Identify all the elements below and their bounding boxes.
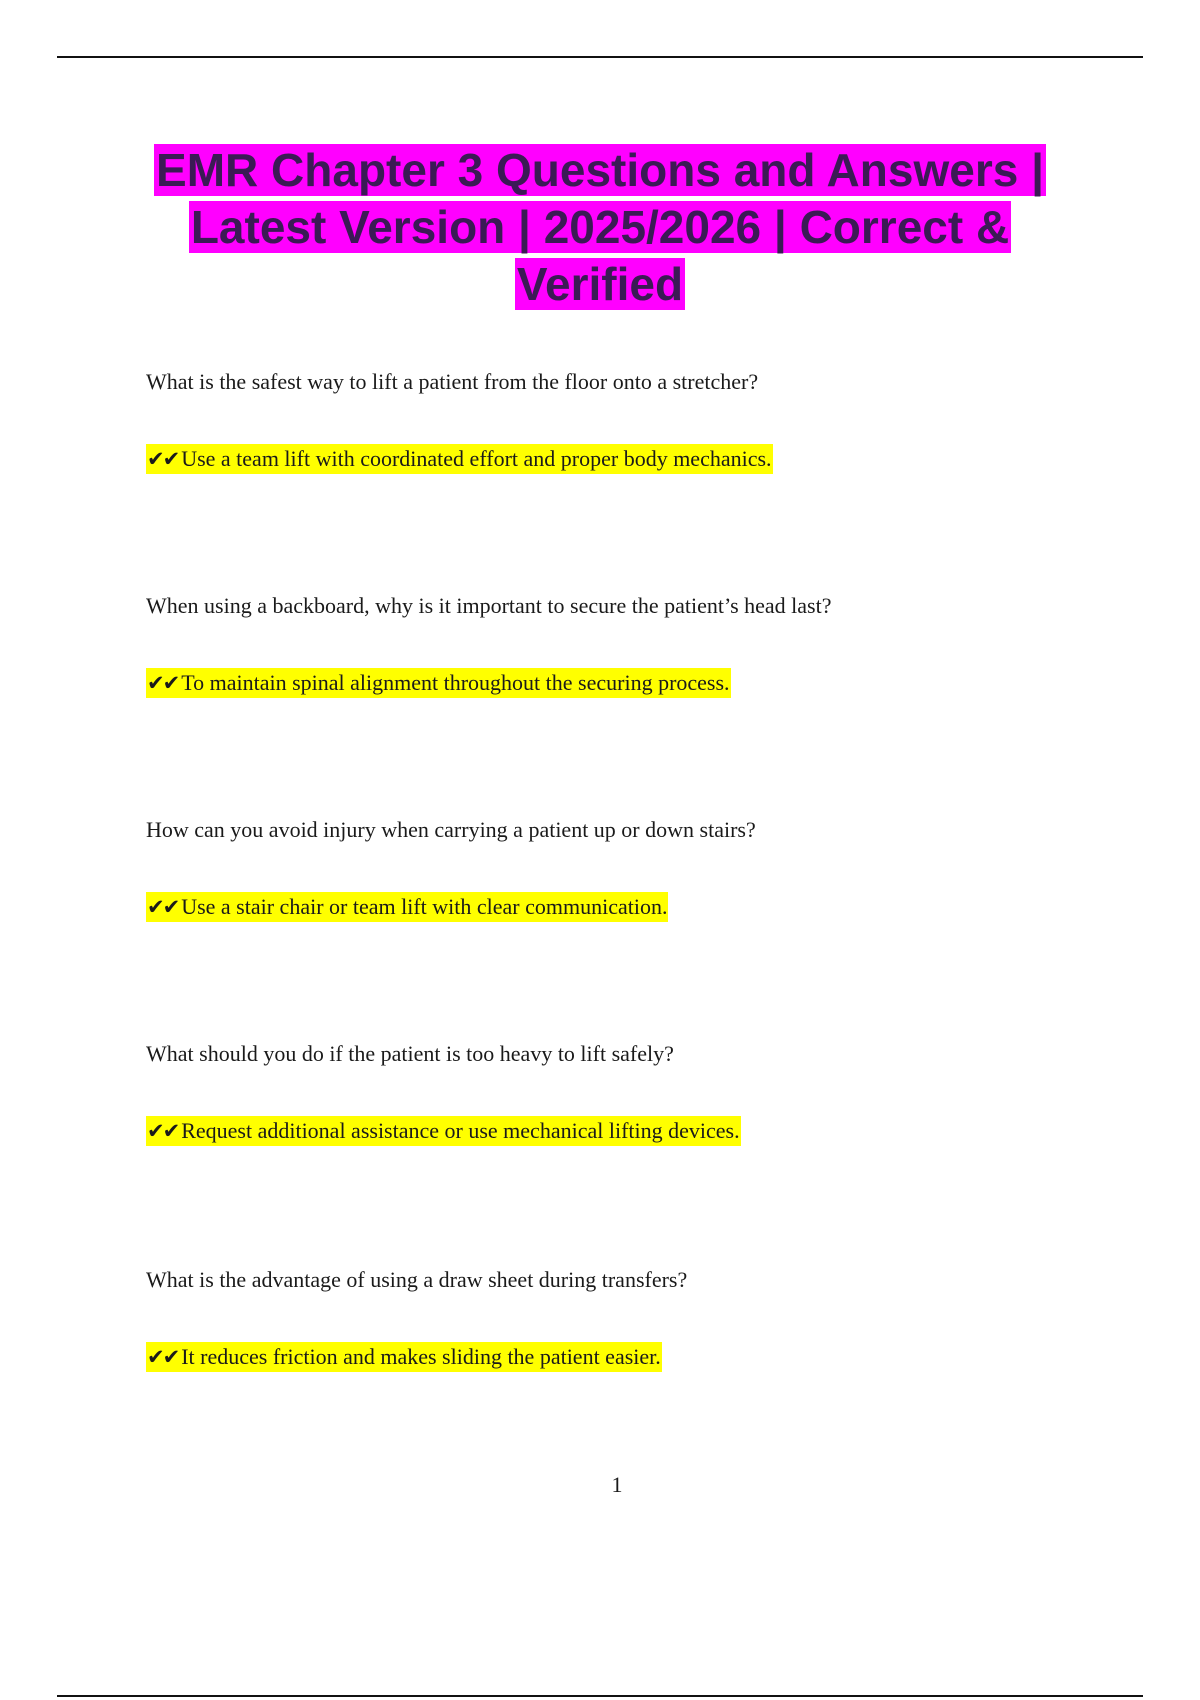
answer-highlight	[146, 668, 731, 698]
qa-item	[146, 1266, 1106, 1371]
answer	[146, 445, 1106, 473]
page-number: 1	[611, 1472, 623, 1497]
double-check-icon: ✔✔	[147, 671, 179, 695]
bottom-rule	[57, 1695, 1143, 1697]
answer	[146, 669, 1106, 697]
answer-text: It reduces friction and makes sliding the patient easier.	[181, 1344, 661, 1369]
question-text: How can you avoid injury when carrying a patient up or down stairs?	[146, 817, 756, 842]
double-check-icon: ✔✔	[147, 1345, 179, 1369]
question-text: What is the advantage of using a draw sheet during transfers?	[146, 1267, 688, 1292]
answer-text: To maintain spinal alignment throughout the securing process.	[181, 670, 730, 695]
answer-highlight	[146, 892, 668, 922]
top-rule	[57, 56, 1143, 58]
qa-item	[146, 1040, 1106, 1145]
answer-highlight	[146, 1116, 741, 1146]
answer	[146, 1343, 1106, 1371]
question-text: What is the safest way to lift a patient from the floor onto a stretcher?	[146, 369, 759, 394]
double-check-icon: ✔✔	[147, 1119, 179, 1143]
question-text: What should you do if the patient is too heavy to lift safely?	[146, 1041, 674, 1066]
answer-text: Use a stair chair or team lift with clear communication.	[181, 894, 668, 919]
answer-text: Use a team lift with coordinated effort and proper body mechanics.	[181, 446, 772, 471]
answer	[146, 893, 1106, 921]
answer-text: Request additional assistance or use mechanical lifting devices.	[181, 1118, 740, 1143]
answer	[146, 1117, 1106, 1145]
double-check-icon: ✔✔	[147, 447, 179, 471]
question-text: When using a backboard, why is it important to secure the patient’s head last?	[146, 593, 832, 618]
qa-item	[146, 592, 1106, 697]
document-title-text: EMR Chapter 3 Questions and Answers | Latest Version | 2025/2026 | Correct & Verified	[156, 144, 1044, 310]
document-title	[100, 142, 1100, 313]
answer-highlight	[146, 1342, 662, 1372]
double-check-icon: ✔✔	[147, 895, 179, 919]
qa-item	[146, 368, 1106, 473]
answer-highlight	[146, 444, 773, 474]
qa-item	[146, 816, 1106, 921]
